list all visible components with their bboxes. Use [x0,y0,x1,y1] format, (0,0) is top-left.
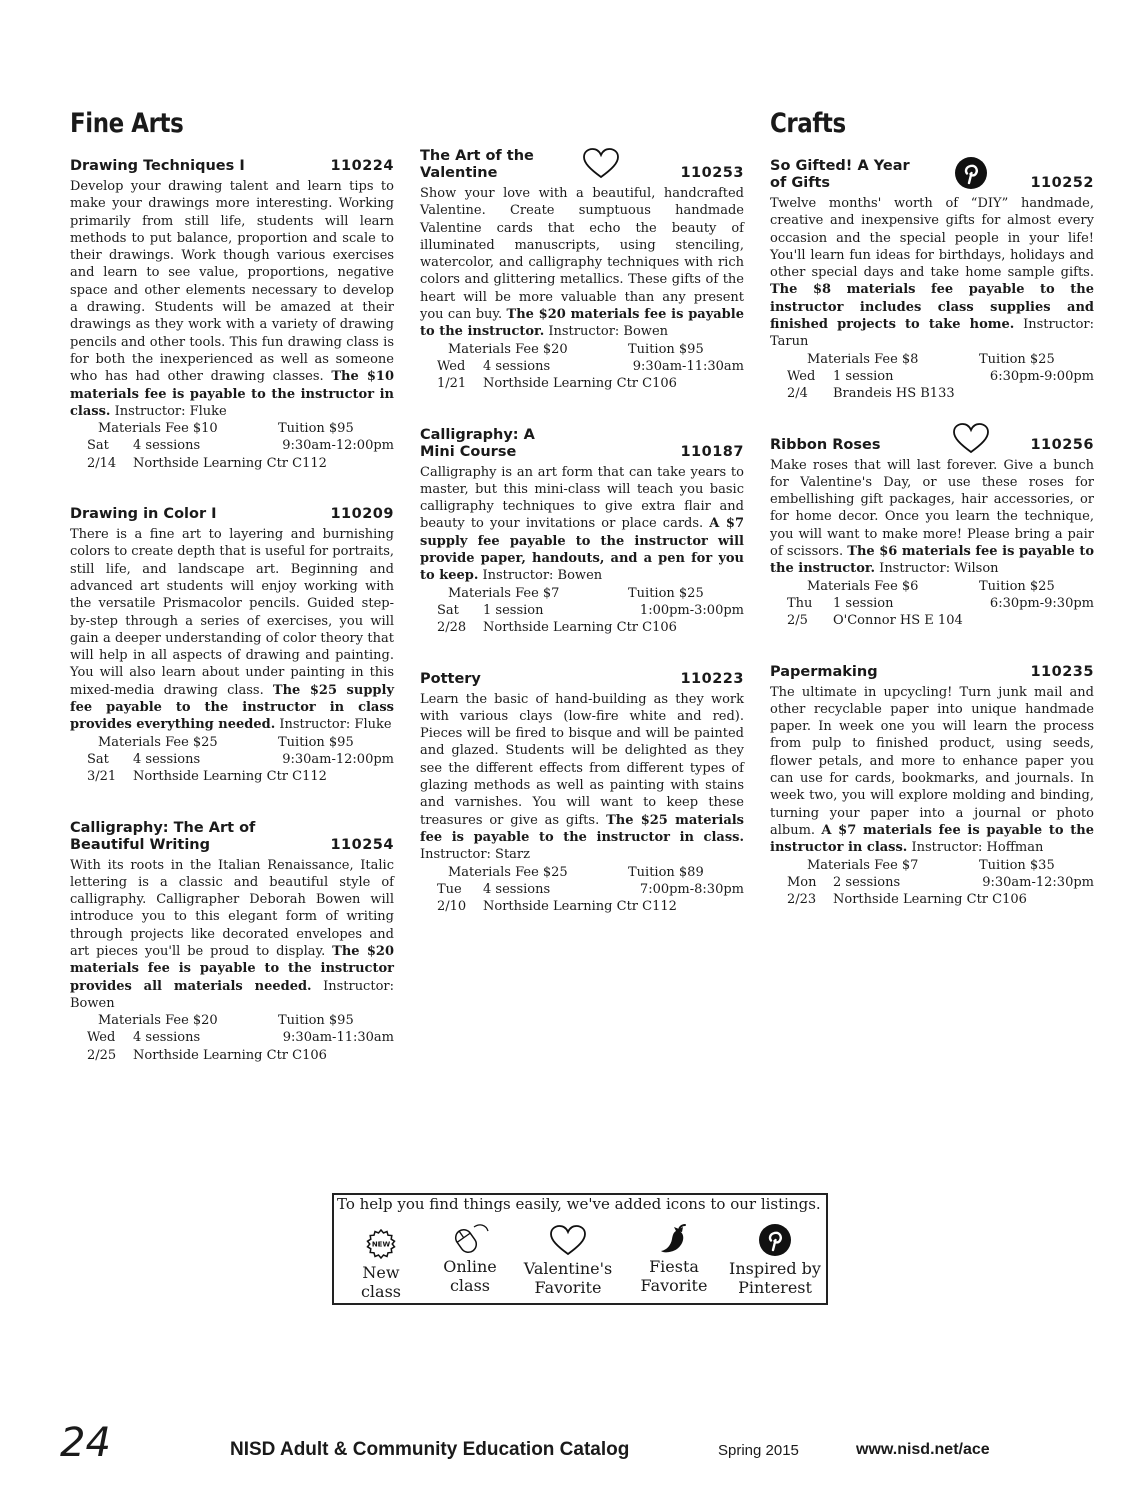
column-crafts [770,100,1094,942]
course-schedule [70,1012,394,1064]
course-papermaking [770,664,1094,909]
course-title: Pottery [420,670,481,687]
legend-new-class [340,1229,422,1301]
course-header [70,158,394,175]
pinterest-icon [954,156,988,195]
day: Thu [787,595,813,611]
location: Northside Learning Ctr C106 [483,376,677,392]
course-description: With its roots in the Italian Renaissance, Italic lettering is a classic and beautiful style of calligraphy. Calligrapher Deborah Bowen will introduce you to this elegant form of writing through projects like decorated envelopes and art pieces you'll be proud to display. The $20 materials fee is payable to the instructor provides all materials needed. Instructor: Bowen [70,857,395,1011]
pepper-icon [657,1223,691,1255]
course-drawing-techniques [70,158,394,472]
start-date: 2/23 [787,892,817,908]
course-number: 110187 [680,443,744,460]
start-date: 2/5 [787,613,808,629]
heart-icon [582,148,620,185]
course-number: 110224 [330,158,394,174]
course-header [770,437,1094,454]
legend-label: Pinterest [738,1278,812,1297]
course-so-gifted [770,158,1094,403]
course-header [70,506,394,523]
sessions: 4 sessions [483,358,551,374]
sessions: 4 sessions [483,881,551,897]
materials-fee: Materials Fee $8 [807,351,919,367]
materials-fee: Materials Fee $20 [98,1013,218,1029]
new-badge-icon [366,1229,396,1259]
course-description: Twelve months' worth of “DIY” handmade, creative and inexpensive gifts for almost every occasion and the special people in your life! You'll learn fun ideas for birthdays, holidays and other special days and take home sample gifts. The $8 materials fee payable to the instructor includes class supplies and finished projects to take home. Instructor: Tarun [770,196,1094,350]
day: Sat [87,438,109,454]
course-description: The ultimate in upcycling! Turn junk mail and other recyclable paper into unique handmade paper. In week one you will learn the process from pulp to finished product, using seeds, flower petals, and more to enhance paper you can use for cards, bookmarks, and journals. In week two, you will explore molding and binding, turning your paper into a journal or photo album. A $7 materials fee is payable to the instructor in class. Instructor: Hoffman [770,684,1094,856]
course-title: Drawing Techniques I [70,158,245,174]
course-schedule [770,857,1094,909]
legend-fiesta-favorite [634,1223,714,1295]
tuition: Tuition $35 [979,857,1055,873]
materials-fee: Materials Fee $7 [448,585,560,601]
course-schedule [420,341,744,393]
course-description: Make roses that will last forever. Give a bunch for Valentine's Day, or use these roses for embellishing gift packages, hair accessories, or for home decor. Once you learn the technique, you will want to make more! Please bring a pair of scissors. The $6 materials fee is payable to the instructor. Instructor: Wilson [770,457,1094,577]
tuition: Tuition $95 [278,421,354,437]
materials-fee: Materials Fee $7 [807,857,919,873]
sessions: 1 session [833,368,894,384]
course-number: 110235 [1030,663,1094,680]
course-calligraphy-art [70,820,394,1065]
day: Sat [87,751,109,767]
tuition: Tuition $95 [628,341,704,357]
legend-label: Favorite [640,1276,708,1295]
course-title: Calligraphy: A Mini Course [420,426,535,460]
sessions: 4 sessions [133,1030,201,1046]
catalog-title: NISD Adult & Community Education Catalog [230,1439,630,1460]
start-date: 2/14 [87,455,117,471]
svg-text:NEW: NEW [371,1240,391,1249]
start-date: 2/10 [437,899,467,915]
catalog-term: Spring 2015 [718,1442,799,1459]
course-description: Learn the basic of hand-building as they work with various clays (low-fire white and red). Pieces will be fired to bisque and will be painted and glazed. Students will be delighted as they see the different effects from different types of glazing methods as well as painting with stains and varnishes. You will want to keep these treasures or give as gifts. The $25 materials fee is payable to the instructor in class. Instructor: Starz [420,691,745,863]
heart-icon [952,423,990,460]
tuition: Tuition $25 [979,351,1055,367]
course-drawing-in-color [70,506,394,785]
sessions: 1 session [833,595,894,611]
legend-label: New class [360,1263,402,1301]
course-schedule [70,734,394,786]
tuition: Tuition $25 [979,578,1055,594]
icon-legend [332,1193,828,1305]
location: Northside Learning Ctr C106 [483,620,677,636]
time: 9:30am-12:00pm [282,751,394,767]
course-description: Calligraphy is an art form that can take years to master, but this mini-class will teach you basic calligraphy techniques to give extra flair and beauty to your invitations or place cards. A $7 supply fee payable to the instructor will provide paper, handouts, and a pen for you to keep. Instructor: Bowen [420,464,744,584]
location: Northside Learning Ctr C106 [833,892,1027,908]
course-header [420,148,744,182]
course-number: 110209 [330,506,394,523]
course-header [70,820,394,854]
course-number: 110223 [680,670,744,687]
course-header [770,158,1094,192]
course-ribbon-roses [770,437,1094,630]
page-number: 24 [60,1420,111,1466]
sessions: 1 session [483,602,544,618]
time: 9:30am-11:30am [632,358,744,374]
course-number: 110254 [330,836,394,853]
time: 9:30am-11:30am [282,1030,394,1046]
materials-fee: Materials Fee $25 [448,864,568,880]
heart-icon [549,1225,587,1257]
day: Wed [87,1030,116,1046]
section-title-fine-arts: Fine Arts [70,108,184,139]
start-date: 1/21 [437,376,467,392]
course-description: Develop your drawing talent and learn tips to make your drawings more interesting. Working primarily from still life, students will learn methods to put balance, proportion and scale to their drawings. Work though various exercises and learn to see value, proportions, negative space and other elements necessary to develop a drawing. Students will be amazed at their drawings as they work with a variety of drawing pencils and other tools. This fun drawing class is for both the inexperienced as well as someone who has had other drawing classes. The $10 materials fee is payable to the instructor in class. Instructor: Fluke [70,179,394,419]
day: Sat [437,602,459,618]
course-schedule [770,351,1094,403]
course-pottery [420,671,744,916]
materials-fee: Materials Fee $20 [448,341,568,357]
mouse-icon [450,1223,490,1255]
course-title: Papermaking [770,663,878,680]
course-title: So Gifted! A Year of Gifts [770,158,910,191]
course-number: 110253 [680,165,744,181]
location: Northside Learning Ctr C112 [133,769,327,785]
sessions: 4 sessions [133,751,201,767]
legend-label: Online [443,1257,497,1276]
course-header [770,664,1094,681]
legend-online-class [432,1223,508,1295]
course-header [420,671,744,688]
tuition: Tuition $95 [278,734,354,750]
time: 1:00pm-3:00pm [639,602,744,618]
time: 9:30am-12:30pm [982,874,1094,890]
course-schedule [70,420,394,472]
day: Wed [437,358,466,374]
sessions: 4 sessions [133,438,201,454]
location: O'Connor HS E 104 [833,613,963,629]
materials-fee: Materials Fee $10 [98,421,218,437]
legend-label: Favorite [534,1278,602,1297]
course-title: Drawing in Color I [70,506,217,523]
course-art-of-valentine [420,148,744,393]
location: Brandeis HS B133 [833,386,955,402]
day: Wed [787,368,816,384]
tuition: Tuition $95 [278,1013,354,1029]
legend-intro: To help you find things easily, we've added icons to our listings. [337,1195,821,1213]
column-middle [420,148,744,949]
legend-label: Valentine's [523,1259,613,1278]
legend-label: Fiesta [649,1257,699,1276]
course-description: Show your love with a beautiful, handcrafted Valentine. Create sumptuous handmade Valentine cards that echo the beauty of illuminated manuscripts, using stenciling, watercolor, and calligraphy techniques with rich colors and glittering metallics. These gifts of the heart will be more valuable than any present you can buy. The $20 materials fee is payable to the instructor. Instructor: Bowen [420,186,744,340]
day: Tue [437,881,462,897]
website-link[interactable]: www.nisd.net/ace [856,1441,990,1458]
start-date: 3/21 [87,769,117,785]
legend-valentines-favorite [520,1225,616,1297]
sessions: 2 sessions [833,874,901,890]
location: Northside Learning Ctr C112 [483,899,677,915]
start-date: 2/28 [437,620,467,636]
tuition: Tuition $89 [628,864,704,880]
start-date: 2/4 [787,386,808,402]
course-title: The Art of the Valentine [420,148,534,181]
time: 7:00pm-8:30pm [639,881,744,897]
legend-inspired-by-pinterest [728,1223,822,1297]
course-number: 110252 [1030,175,1094,191]
materials-fee: Materials Fee $6 [807,578,919,594]
course-header [420,427,744,461]
day: Mon [787,874,817,890]
course-schedule [770,578,1094,630]
time: 6:30pm-9:00pm [989,368,1094,384]
section-title-crafts: Crafts [770,108,846,139]
legend-label: Inspired by [729,1259,821,1278]
location: Northside Learning Ctr C106 [133,1047,327,1063]
course-schedule [420,585,744,637]
start-date: 2/25 [87,1047,117,1063]
legend-label: class [449,1276,491,1295]
course-description: There is a fine art to layering and burnishing colors to create depth that is useful for portraits, still life, and landscape art. Beginning and advanced art students will enjoy working with the versatile Prismacolor pencils. Guided step-by-step through a series of exercises, you will gain a deeper understanding of color theory that will help in all aspects of drawing and painting. You will also learn about under painting in this mixed-media drawing class. The $25 supply fee payable to the instructor in class provides everything needed. Instructor: Fluke [70,527,394,733]
tuition: Tuition $25 [628,585,704,601]
pinterest-icon [758,1223,792,1257]
course-calligraphy-mini [420,427,744,637]
time: 6:30pm-9:30pm [989,595,1094,611]
materials-fee: Materials Fee $25 [98,734,218,750]
course-number: 110256 [1030,436,1094,453]
column-fine-arts [70,100,394,1098]
course-schedule [420,864,744,916]
time: 9:30am-12:00pm [282,438,394,454]
location: Northside Learning Ctr C112 [133,455,327,471]
course-title: Ribbon Roses [770,436,881,453]
course-title: Calligraphy: The Art of Beautiful Writing [70,819,256,853]
